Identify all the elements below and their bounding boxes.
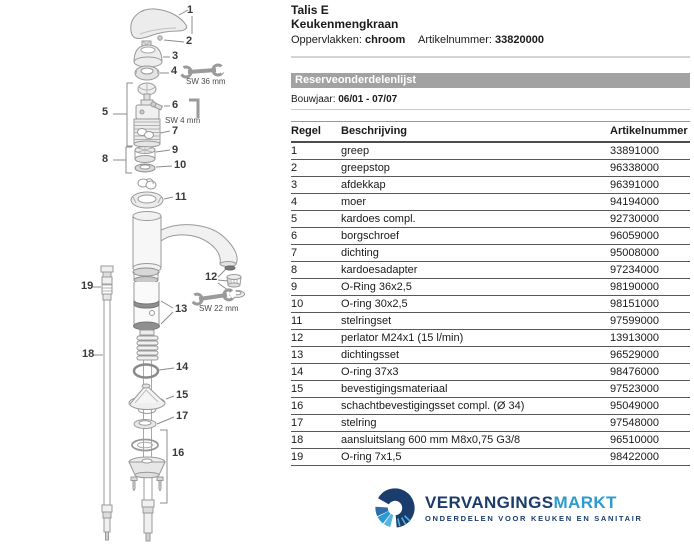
cell-regel: 8 bbox=[291, 262, 341, 279]
cell-beschrijving: O-ring 7x1,5 bbox=[341, 449, 610, 466]
callout-15: 15 bbox=[176, 389, 189, 401]
table-row bbox=[291, 313, 690, 330]
cell-beschrijving: perlator M24x1 (15 l/min) bbox=[341, 330, 610, 347]
column-header-regel: Regel bbox=[291, 122, 341, 143]
cell-regel: 18 bbox=[291, 432, 341, 449]
tool-size-label: SW 22 mm bbox=[199, 304, 239, 313]
cell-artikelnummer: 98190000 bbox=[610, 279, 690, 296]
cell-beschrijving: stelring bbox=[341, 415, 610, 432]
callout-5: 5 bbox=[102, 106, 109, 118]
cell-regel: 19 bbox=[291, 449, 341, 466]
cell-beschrijving: dichtingsset bbox=[341, 347, 610, 364]
cell-regel: 16 bbox=[291, 398, 341, 415]
callout-19: 19 bbox=[81, 280, 94, 292]
table-row bbox=[291, 347, 690, 364]
cell-beschrijving: greep bbox=[341, 142, 610, 160]
build-year-value: 06/01 - 07/07 bbox=[338, 94, 398, 105]
cell-beschrijving: kardoesadapter bbox=[341, 262, 610, 279]
brand-name-light: MARKT bbox=[553, 492, 617, 512]
product-meta bbox=[291, 34, 690, 47]
callout-17: 17 bbox=[176, 410, 189, 422]
table-row bbox=[291, 211, 690, 228]
callout-13: 13 bbox=[175, 303, 188, 315]
cell-regel: 13 bbox=[291, 347, 341, 364]
table-row bbox=[291, 449, 690, 466]
cell-beschrijving: moer bbox=[341, 194, 610, 211]
tool-sw22 bbox=[190, 288, 238, 314]
cell-beschrijving: aansluitslang 600 mm M8x0,75 G3/8 bbox=[341, 432, 610, 449]
callout-16: 16 bbox=[172, 447, 185, 459]
callout-6: 6 bbox=[172, 99, 179, 111]
cell-beschrijving: O-ring 30x2,5 bbox=[341, 296, 610, 313]
tool-sw4 bbox=[163, 96, 209, 126]
cell-beschrijving: borgschroef bbox=[341, 228, 610, 245]
table-row bbox=[291, 296, 690, 313]
surface-value: chroom bbox=[365, 34, 406, 46]
cell-regel: 9 bbox=[291, 279, 341, 296]
cell-regel: 14 bbox=[291, 364, 341, 381]
logo-text bbox=[425, 494, 643, 523]
cell-artikelnummer: 94194000 bbox=[610, 194, 690, 211]
table-row bbox=[291, 432, 690, 449]
table-row bbox=[291, 279, 690, 296]
cell-artikelnummer: 96510000 bbox=[610, 432, 690, 449]
table-row bbox=[291, 262, 690, 279]
cell-artikelnummer: 98422000 bbox=[610, 449, 690, 466]
build-year-label: Bouwjaar: bbox=[291, 94, 336, 105]
surface-label: Oppervlakken: bbox=[291, 34, 362, 46]
cell-beschrijving: dichting bbox=[341, 245, 610, 262]
callout-7: 7 bbox=[172, 125, 179, 137]
cell-artikelnummer: 97548000 bbox=[610, 415, 690, 432]
header-divider bbox=[291, 56, 690, 58]
cell-artikelnummer: 96338000 bbox=[610, 160, 690, 177]
cell-beschrijving: O-Ring 36x2,5 bbox=[341, 279, 610, 296]
cell-artikelnummer: 96391000 bbox=[610, 177, 690, 194]
cell-beschrijving: afdekkap bbox=[341, 177, 610, 194]
cell-artikelnummer: 98476000 bbox=[610, 364, 690, 381]
build-year bbox=[291, 94, 690, 105]
tool-sw36 bbox=[179, 62, 227, 88]
table-row bbox=[291, 142, 690, 160]
brand-tagline: ONDERDELEN VOOR KEUKEN EN SANITAIR bbox=[425, 513, 643, 523]
product-header bbox=[291, 0, 690, 47]
tool-size-label: SW 4 mm bbox=[165, 116, 201, 125]
article-number: 33820000 bbox=[495, 34, 544, 46]
callout-11: 11 bbox=[175, 191, 187, 203]
cell-beschrijving: O-ring 37x3 bbox=[341, 364, 610, 381]
column-header-artikelnummer: Artikelnummer bbox=[610, 122, 690, 143]
callout-12: 12 bbox=[205, 271, 218, 283]
article-info bbox=[418, 34, 544, 47]
cell-beschrijving: bevestigingsmateriaal bbox=[341, 381, 610, 398]
callout-9: 9 bbox=[172, 144, 179, 156]
parts-list-banner: Reserveonderdelenlijst bbox=[291, 73, 690, 88]
cell-regel: 10 bbox=[291, 296, 341, 313]
callout-8: 8 bbox=[102, 153, 109, 165]
cell-regel: 5 bbox=[291, 211, 341, 228]
table-row bbox=[291, 364, 690, 381]
brand-name bbox=[425, 494, 643, 512]
cell-regel: 15 bbox=[291, 381, 341, 398]
callout-4: 4 bbox=[171, 65, 178, 77]
tool-size-label: SW 36 mm bbox=[186, 77, 226, 86]
cell-artikelnummer: 13913000 bbox=[610, 330, 690, 347]
callout-1: 1 bbox=[187, 4, 194, 16]
table-row bbox=[291, 381, 690, 398]
table-row bbox=[291, 194, 690, 211]
cell-artikelnummer: 33891000 bbox=[610, 142, 690, 160]
cell-regel: 1 bbox=[291, 142, 341, 160]
cell-artikelnummer: 97523000 bbox=[610, 381, 690, 398]
cell-artikelnummer: 97234000 bbox=[610, 262, 690, 279]
faucet-lineart bbox=[0, 0, 290, 550]
table-row bbox=[291, 415, 690, 432]
parts-table-body bbox=[291, 142, 690, 466]
surface-info bbox=[291, 34, 405, 46]
cell-regel: 6 bbox=[291, 228, 341, 245]
vervangingsmarkt-logo bbox=[373, 486, 690, 530]
brand-name-dark: VERVANGINGS bbox=[425, 492, 554, 512]
cell-regel: 11 bbox=[291, 313, 341, 330]
product-subtitle: Keukenmengkraan bbox=[291, 17, 399, 31]
callout-3: 3 bbox=[172, 50, 179, 62]
cell-beschrijving: stelringset bbox=[341, 313, 610, 330]
article-label: Artikelnummer: bbox=[418, 34, 492, 46]
column-header-beschrijving: Beschrijving bbox=[341, 122, 610, 143]
faucet-exploded-diagram bbox=[0, 0, 290, 550]
table-row bbox=[291, 160, 690, 177]
cell-regel: 17 bbox=[291, 415, 341, 432]
cell-artikelnummer: 95008000 bbox=[610, 245, 690, 262]
cell-regel: 4 bbox=[291, 194, 341, 211]
build-year-divider bbox=[291, 109, 690, 110]
vervangingsmarkt-icon bbox=[373, 486, 417, 530]
table-row bbox=[291, 177, 690, 194]
cell-beschrijving: kardoes compl. bbox=[341, 211, 610, 228]
cell-artikelnummer: 98151000 bbox=[610, 296, 690, 313]
cell-artikelnummer: 95049000 bbox=[610, 398, 690, 415]
cell-regel: 7 bbox=[291, 245, 341, 262]
table-row bbox=[291, 330, 690, 347]
cell-artikelnummer: 96059000 bbox=[610, 228, 690, 245]
cell-artikelnummer: 96529000 bbox=[610, 347, 690, 364]
table-header-row bbox=[291, 122, 690, 143]
table-row bbox=[291, 228, 690, 245]
callout-10: 10 bbox=[174, 159, 187, 171]
cell-regel: 2 bbox=[291, 160, 341, 177]
cell-artikelnummer: 92730000 bbox=[610, 211, 690, 228]
table-row bbox=[291, 245, 690, 262]
parts-table bbox=[291, 121, 690, 466]
cell-beschrijving: greepstop bbox=[341, 160, 610, 177]
callout-2: 2 bbox=[186, 35, 193, 47]
callout-14: 14 bbox=[176, 361, 189, 373]
callout-18: 18 bbox=[82, 348, 95, 360]
product-title: Talis E bbox=[291, 3, 329, 17]
table-row bbox=[291, 398, 690, 415]
cell-beschrijving: schachtbevestigingsset compl. (Ø 34) bbox=[341, 398, 610, 415]
content-column bbox=[291, 0, 690, 530]
cell-artikelnummer: 97599000 bbox=[610, 313, 690, 330]
cell-regel: 12 bbox=[291, 330, 341, 347]
cell-regel: 3 bbox=[291, 177, 341, 194]
